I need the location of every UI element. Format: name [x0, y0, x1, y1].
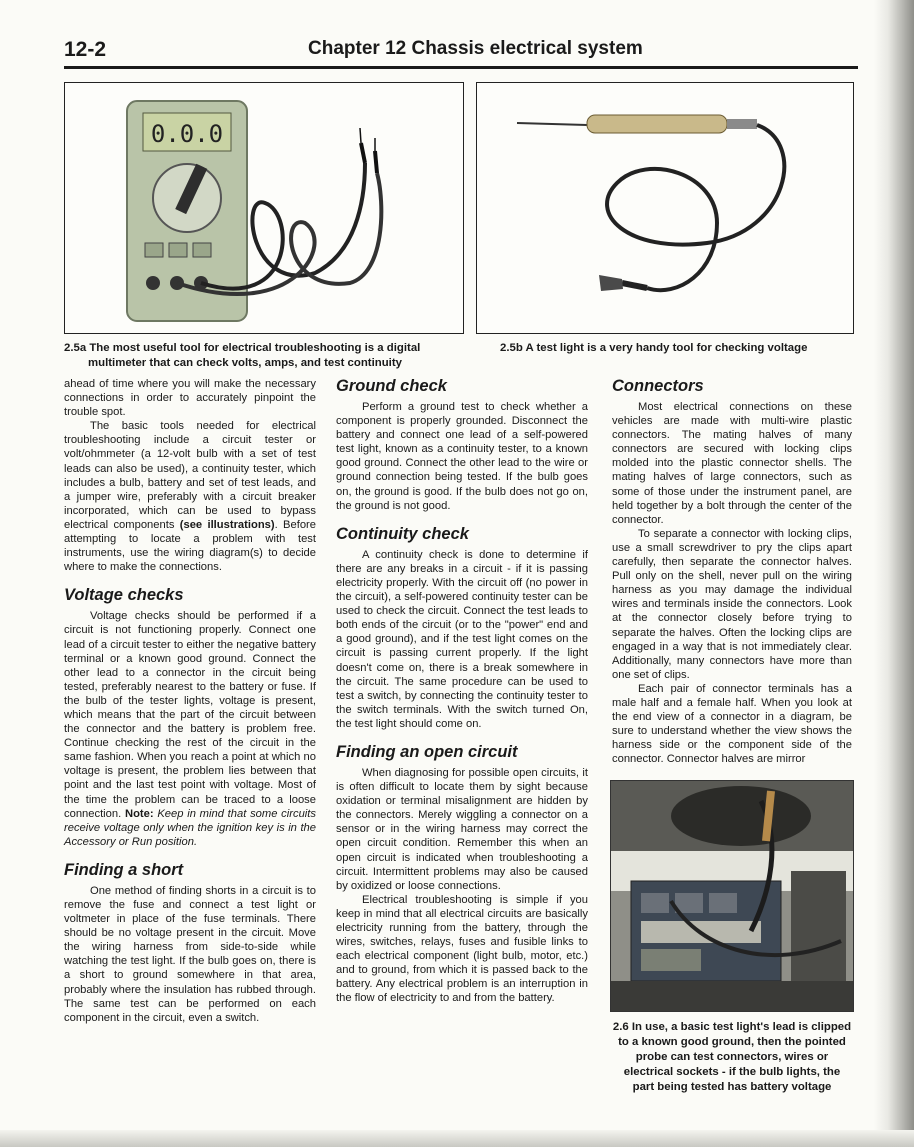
- connectors-paragraph-2: To separate a connector with locking clips, use a small screwdriver to pry the clips apart carefully, then separate the connector halves. Pull only on the shell, never pull on the wiring harness as you may damage the individual wires and terminals inside the connectors. Look at the connector closely before trying to separate the halves. Often the locking clips are engaged in a way that is not immediately clear. Additionally, many connectors have more than one set of clips.: [612, 527, 852, 681]
- connectors-heading: Connectors: [612, 377, 704, 395]
- open-circuit-paragraph-1: When diagnosing for possible open circuits, it is often difficult to locate them by sight because oxidation or terminal misalignment are hidden by the connectors. Merely wiggling a connector on a sensor or in the wiring harness may correct the open circuit condition. Remember this when an open circuit is indicated when troubleshooting a circuit. Intermittent problems may also be caused by oxidized or loose connections.: [336, 766, 588, 892]
- text-column-1: [64, 377, 316, 1025]
- text-column-2: [336, 377, 588, 1006]
- finding-short-heading: Finding a short: [64, 860, 184, 879]
- see-illustrations-ref: (see illustrations): [179, 518, 275, 531]
- figure-2-5b-caption: 2.5b A test light is a very handy tool for checking voltage: [500, 342, 808, 354]
- continuity-check-heading: Continuity check: [336, 524, 469, 543]
- page-header: [64, 38, 856, 68]
- voltage-checks-heading: Voltage checks: [64, 586, 184, 605]
- voltage-text: Voltage checks should be performed if a circuit is not functioning properly. Connect one lead of a circuit tester to either the negative battery terminal or a known good ground. Connect the other lead to a connector in the circuit being tested, preferably nearest to the battery or fuse. If the bulb of the tester lights, voltage is present, which means that the part of the circuit between the connector and the battery is problem free. Continue checking the rest of the circuit in the same fashion. When you reach a point at which no voltage is present, the problem lies between that point and the last test point with voltage. Most of the time the problem can be traced to a loose connection.: [64, 610, 316, 820]
- connectors-paragraph-1: Most electrical connections on these vehicles are made with multi-wire plastic connectors. The mating halves of many connectors are secured with locking clips molded into the plastic connector shells. The mating halves of large connectors, such as some of those under the instrument panel, are held together by a bolt through the center of the connector.: [612, 401, 852, 526]
- page-number: 12-2: [64, 38, 107, 61]
- figure-2-6-test-light-in-use: [610, 780, 854, 1012]
- multimeter-illustration: [65, 83, 463, 333]
- intro-paragraph-1: ahead of time where you will make the necessary connections in order to accurately pinpoint the trouble spot.: [64, 378, 316, 419]
- connectors-paragraph-3: Each pair of connector terminals has a male half and a female half. When you look at the end view of a connector in a diagram, be sure to understand whether the view shows the harness side or the component side of the connector. Connector halves are mirror: [612, 682, 852, 766]
- open-circuit-heading: Finding an open circuit: [336, 742, 518, 761]
- note-label: Note:: [124, 807, 154, 820]
- page-bottom-shadow: [0, 1130, 914, 1147]
- intro-p2-text-b: . Before attempting to locate a problem with test instruments, use the wiring diagram(s) to decide where to make the connections.: [64, 518, 317, 574]
- page-edge-shadow: [874, 0, 914, 1147]
- chapter-title: Chapter 12 Chassis electrical system: [308, 38, 643, 59]
- engine-bay-photo: [611, 781, 853, 1011]
- voltage-checks-paragraph: [64, 609, 316, 849]
- figure-2-6-caption: 2.6 In use, a basic test light's lead is clipped to a known good ground, then the pointed probe can test connectors, wires or electrical sockets - if the bulb lights, the part being tested has battery voltage: [612, 1021, 852, 1093]
- text-column-3: [612, 377, 852, 766]
- caption-2-5a-line1: 2.5a The most useful tool for electrical troubleshooting is a digital: [64, 342, 421, 354]
- note-text: Keep in mind that some circuits receive voltage only when the ignition key is in the Accessory or Run position.: [64, 807, 316, 848]
- ground-check-heading: Ground check: [336, 377, 447, 395]
- intro-paragraph-2: [64, 419, 316, 574]
- open-circuit-paragraph-2: Electrical troubleshooting is simple if you keep in mind that all electrical circuits are basically electricity running from the battery, through the wires, switches, relays, fuses and fusible links to each electrical component (light bulb, motor, etc.) and to ground, from which it is passed back to the battery. Any electrical problem is an interruption in the flow of electricity to and from the battery.: [336, 893, 588, 1005]
- caption-2-5a-line2: multimeter that can check volts, amps, and test continuity: [88, 357, 402, 369]
- header-rule: [64, 66, 858, 69]
- figure-2-5a-caption: [64, 341, 464, 371]
- continuity-check-paragraph: A continuity check is done to determine if there are any breaks in a circuit - if it is passing electricity properly. With the circuit off (no power in the circuit), a self-powered continuity tester can be used to check the circuit. Connect the test leads to both ends of the circuit (or to the "power" end and a good ground), and if the test light comes on the circuit is passing current properly. If the light doesn't come on, there is a break somewhere in the circuit. The same procedure can be used to test a switch, by connecting the continuity tester to the switch terminals. With the switch turned On, the test light should come on.: [336, 548, 588, 730]
- figure-2-5a-multimeter: [64, 82, 464, 334]
- ground-check-paragraph: Perform a ground test to check whether a component is properly grounded. Disconnect the battery and connect one lead of a self-powered test light, known as a continuity tester, to a known good ground. Connect the other lead to the wire or ground connection being tested. If the bulb goes on, the ground is good. If the bulb does not go on, the ground is not good.: [336, 401, 588, 512]
- figure-2-5b-test-light: [476, 82, 854, 334]
- test-light-illustration: [477, 83, 853, 333]
- finding-short-paragraph: One method of finding shorts in a circuit is to remove the fuse and connect a test light or voltmeter in place of the fuse terminals. There should be no voltage present in the circuit. Move the wiring harness from side-to-side while watching the test light. If the bulb goes on, there is a short to ground somewhere in that area, probably where the insulation has rubbed through. The same test can be performed on each component in the circuit, even a switch.: [64, 884, 316, 1024]
- intro-p2-text-a: The basic tools needed for electrical troubleshooting include a circuit tester or volt/ohmmeter (a 12-volt bulb with a set of test leads can also be used), a continuity tester, which includes a bulb, battery and set of test leads, and a jumper wire, preferably with a circuit breaker incorporated, which can be used to bypass electrical components: [64, 420, 316, 531]
- multimeter-display-reading: 0.0.0: [150, 120, 224, 148]
